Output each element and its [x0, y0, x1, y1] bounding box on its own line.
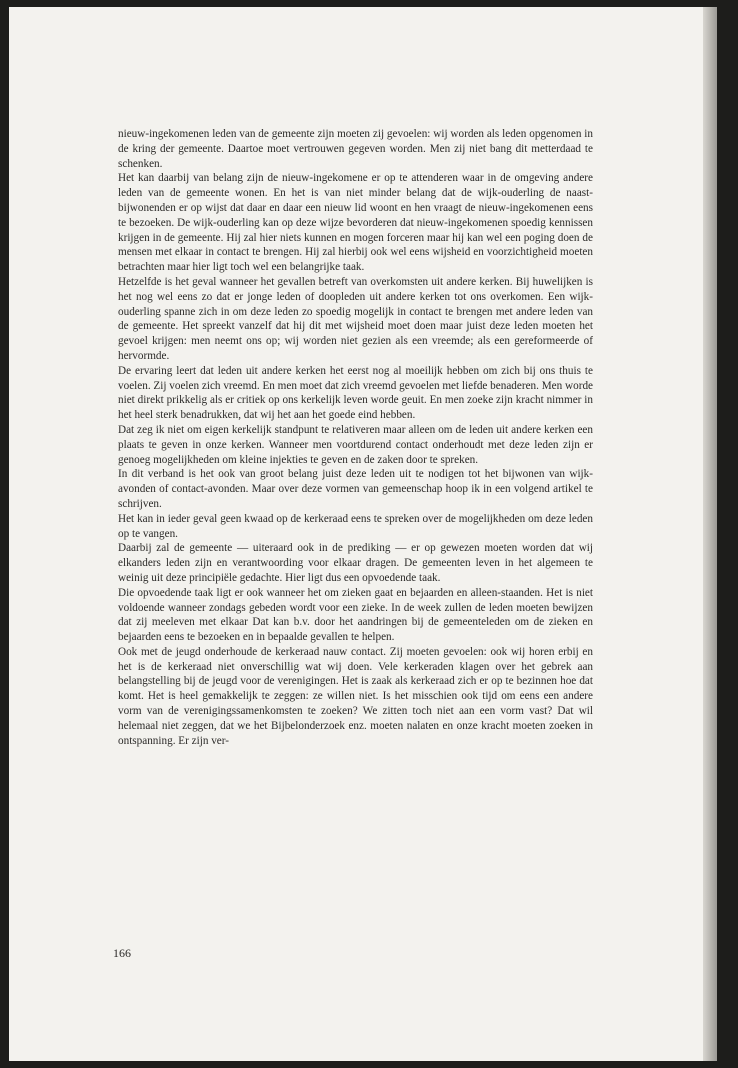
paragraph-10: Ook met de jeugd onderhoude de kerkeraad nauw contact. Zij moeten gevoelen: ook wij horen erbij en het is de kerkeraad niet onverschillig wat wij doen. Vele kerkeraden klagen over het gebrek aan belangstelling bij de jeugd voor de verenigingen. Het is zaak als kerkeraad zich er op te bezinnen hoe dat komt. Het is heel gemakkelijk te zeggen: ze willen niet. Is het misschien ook tijd om eens een andere vorm van de verenigingssamenkomsten te zoeken? We zitten toch niet aan een vorm vast? Dat wil helemaal niet zeggen, dat we het Bijbelonderzoek enz. moeten nalaten en onze kracht moeten zoeken in ontspanning. Er zijn ver-	[118, 645, 593, 747]
page-edge-shadow	[703, 7, 717, 1061]
paragraph-6: In dit verband is het ook van groot belang juist deze leden uit te nodigen tot het bijwonen van wijk-avonden of contact-avonden. Maar over deze vormen van gemeenschap hoop ik in een volgend artikel te schrijven.	[118, 468, 593, 510]
paragraph-3: Hetzelfde is het geval wanneer het gevallen betreft van overkomsten uit andere kerken. Bij huwelijken is het nog wel eens zo dat er jonge leden of doopleden uit andere kerken tot ons overkomen. Een wijk-ouderling spanne zich in om deze leden zo spoedig mogelijk in contact te brengen met andere leden van de gemeente. Het spreekt vanzelf dat hij dit met wijsheid moet doen maar juist deze leden moeten het gevoel krijgen: men neemt ons op; wij worden niet gezien als een vreemde; als een gereformeerde of hervormde.	[118, 275, 593, 362]
paragraph-9: Die opvoedende taak ligt er ook wanneer het om zieken gaat en bejaarden en alleen-staanden. Het is niet voldoende wanneer zondags gebeden wordt voor een zieke. In de week zullen de leden moeten bewijzen dat zij meeleven met elkaar Dat kan b.v. door het aandringen bij de gemeenteleden om de zieken en bejaarden eens te bezoeken en in bepaalde gevallen te helpen.	[118, 586, 593, 644]
body-text	[118, 127, 593, 748]
paragraph-1: nieuw-ingekomenen leden van de gemeente zijn moeten zij gevoelen: wij worden als leden opgenomen in de kring der gemeente. Daartoe moet vertrouwen gegeven worden. Men zij niet bang dit metterdaad te schenken.	[118, 128, 593, 170]
paragraph-4: De ervaring leert dat leden uit andere kerken het eerst nog al moeilijk hebben om zich bij ons thuis te voelen. Zij voelen zich vreemd. En men moet dat zich vreemd gevoelen met liefde benaderen. Men worde niet direkt prikkelig als er critiek op ons kerkelijk leven worde geuit. En men zoeke zijn kracht nimmer in het heel sterk benadrukken, dat wij het aan het goede eind hebben.	[118, 364, 593, 422]
paragraph-7: Het kan in ieder geval geen kwaad op de kerkeraad eens te spreken over de mogelijkheden om deze leden op te vangen.	[118, 512, 593, 540]
paragraph-2: Het kan daarbij van belang zijn de nieuw-ingekomene er op te attenderen waar in de omgeving andere leden van de gemeente wonen. En het is van niet minder belang dat de wijk-ouderling de naast-bijwonenden er op wijst dat daar en daar een nieuw lid woont en hen vraagt de nieuw-ingekomenen eens te bezoeken. De wijk-ouderling kan op deze wijze bevorderen dat nieuw-ingekomenen spoedig kennissen krijgen in de gemeente. Hij zal hier niets kunnen en mogen forceren maar hij kan wel een poging doen de mensen met elkaar in contact te brengen. Hij zal hierbij ook wel eens wijsheid en voorzichtigheid moeten betrachten maar hier ligt toch wel een belangrijke taak.	[118, 172, 593, 274]
paragraph-8: Daarbij zal de gemeente — uiteraard ook in de prediking — er op gewezen moeten worden dat wij elkanders leden zijn en verantwoording voor elkaar dragen. De gemeenten leven in het algemeen te weinig uit deze principiële gedachte. Hier ligt dus een opvoedende taak.	[118, 542, 593, 584]
page-number: 166	[113, 946, 131, 960]
book-page	[9, 7, 703, 1061]
paragraph-5: Dat zeg ik niet om eigen kerkelijk standpunt te relativeren maar alleen om de leden uit andere kerken een plaats te geven in onze kerken. Wanneer men voortdurend contact onderhoudt met deze leden zijn er genoeg mogelijkheden om kleine injekties te geven en de zaken door te spreken.	[118, 423, 593, 466]
